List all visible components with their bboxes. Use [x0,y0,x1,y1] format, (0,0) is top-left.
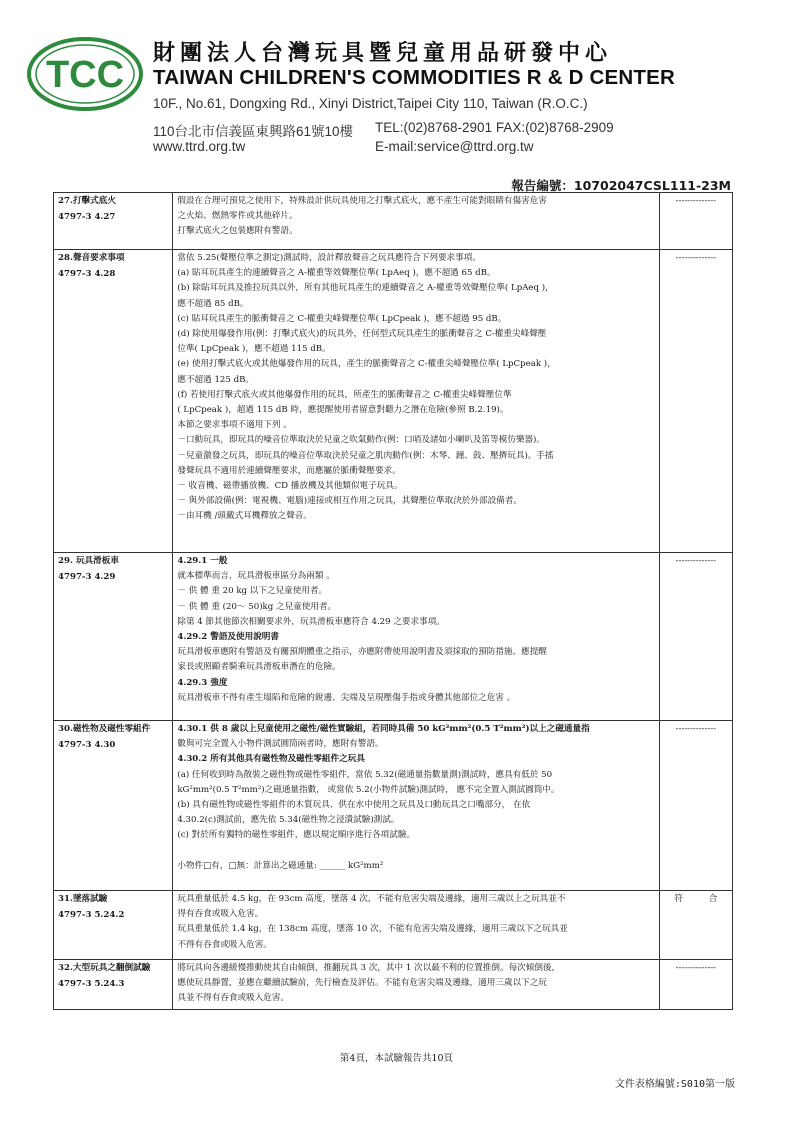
result-cell: -------------- [659,193,732,250]
requirement-line: －兒童激發之玩具，即玩具的噪音位準取決於兒童之肌肉動作(例：木琴、鐘、鼓、壓擠玩具)。手搖 [177,450,554,461]
test-items-table [53,192,733,1010]
table-row [54,193,733,250]
address-en: 10F., No.61, Dongxing Rd., Xinyi District,Taipei City 110, Taiwan (R.O.C.) [153,96,588,111]
requirement-line: 4.30.2 所有其他具有磁性物及磁性零組件之玩具 [177,754,365,765]
table-row [54,553,733,721]
item-title: 30.磁性物及磁性零組件 [58,724,151,734]
item-title: 29. 玩具滑板車 [58,556,119,566]
requirement-line: 4.29.3 強度 [177,677,228,688]
requirement-line: － 供 體 重 (20～ 50)kg 之兒童使用者。 [177,601,337,612]
item-cell [54,721,173,891]
table-row [54,250,733,553]
requirement-cell [173,960,659,1010]
requirement-line: 4.30.1 供 8 歲以上兒童使用之磁性/磁性實驗組，若同時具備 50 kG²mm²(0.5 T²mm²)以上之磁通量指 [177,724,590,734]
requirement-line: 具並不得有吞食或吸入危害。 [177,993,290,1004]
address-zh: 110台北市信義區東興路61號10樓 [153,124,354,139]
requirement-line: 玩具重量低於 4.5 kg，在 93cm 高度，墜落 4 次，不能有危害尖端及邊緣，適用三歲以上之玩具並不 [177,894,566,904]
requirement-line: 玩具滑板車應附有警語及有關預期體重之指示，亦應附帶使用說明書及須採取的預防措施。應提醒 [177,647,547,658]
result-cell: -------------- [659,960,732,1010]
requirement-line: 應不超過 85 dB。 [177,298,249,309]
requirement-line: (a) 任何收到時為散裝之磁性物或磁性零組件，當依 5.32(磁通量指數量測)測試時，應具有低於 50 [177,769,553,780]
requirement-line: － 與外部設備(例：電視機、電腦)連接或相互作用之玩具，其聲壓位準取決於外部設備者。 [177,496,522,507]
requirement-line: － 收音機、磁帶播放機、CD 播放機及其他類似電子玩具。 [177,481,403,492]
result-cell: -------------- [659,721,732,891]
requirement-line: 玩具滑板車不得有產生塌陷和危險的銳邊、尖端及呈現壓傷手指或身體其他部位之危害 。 [177,692,516,703]
logo-text: TCC [45,54,125,96]
requirement-line: 4.29.2 警語及使用說明書 [177,632,279,643]
result-cell: -------------- [659,553,732,721]
item-cell [54,553,173,721]
requirement-line: 發聲玩具不適用於連續聲壓要求，而應屬於脈衝聲壓要求。 [177,465,401,476]
requirement-line [177,844,654,859]
requirement-line: 就本標準而言，玩具滑板車區分為兩類 。 [177,571,335,582]
requirement-line: (e) 使用打擊式底火或其他爆發作用的玩具，產生的脈衝聲音之 C-權重尖峰聲壓位準( LpCpeak )， [177,359,556,370]
result-cell: -------------- [659,250,732,553]
item-standard: 4797-3 5.24.2 [58,910,125,921]
form-number: 文件表格編號:S010第一版 [614,1079,735,1090]
requirement-line: (b) 除貼耳玩具及推拉玩具以外，所有其他玩具產生的連續聲音之 A-權重等效聲壓位準( LpAeq )， [177,283,554,294]
item-cell [54,193,173,250]
item-cell [54,891,173,960]
item-standard: 4797-3 4.30 [58,740,116,751]
requirement-cell [173,721,659,891]
item-standard: 4797-3 4.27 [58,212,116,223]
requirement-line: － 供 體 重 20 kg 以下之兒童使用者。 [177,586,328,597]
requirement-line: 除第 4 節其他節次相關要求外，玩具滑板車應符合 4.29 之要求事項。 [177,616,445,627]
website-link[interactable]: www.ttrd.org.tw [153,139,246,154]
requirement-line: (a) 貼耳玩具產生的連續聲音之 A-權重等效聲壓位準( LpAeq )，應不超過 65 dB。 [177,268,496,279]
requirement-line: 4.29.1 一般 [177,556,228,566]
org-name-zh: 財團法人台灣玩具暨兒童用品研發中心 [153,40,613,66]
requirement-line: 本節之要求事項不適用下列 。 [177,420,292,431]
table-row [54,891,733,960]
table-row [54,960,733,1010]
table-row [54,721,733,891]
requirement-line: 得有吞食或吸入危害。 [177,909,264,920]
requirement-line: (d) 除使用爆發作用(例：打擊式底火)的玩具外，任何型式玩具產生的脈衝聲音之 C-權重尖峰聲壓 [177,329,547,340]
requirement-line: 假設在合理可預見之使用下，特殊設計供玩具使用之打擊式底火，應不產生可能對眼睛有傷害危害 [177,196,547,206]
requirement-line: 不得有吞食或吸入危害。 [177,939,272,950]
org-name-en: TAIWAN CHILDREN'S COMMODITIES R & D CENTER [153,66,675,89]
requirement-line: 4.30.2(c)測試前，應先依 5.34(磁性物之浸潰試驗)測試。 [177,815,400,826]
requirement-cell [173,891,659,960]
item-cell [54,960,173,1010]
requirement-line: 位準( LpCpeak )，應不超過 115 dB。 [177,344,331,355]
requirement-line: 之火焰、燃熱零件或其他碎片。 [177,211,298,222]
item-title: 31.墜落試驗 [58,894,108,904]
tel-fax: TEL:(02)8768-2901 FAX:(02)8768-2909 [375,120,614,135]
requirement-line: 家長或照顧者騎乘玩具滑板車潛在的危險。 [177,662,341,673]
page-number: 第4頁，本試驗報告共10頁 [339,1053,454,1064]
requirement-line: 當依 5.25(聲壓位準之測定)測試時，設計釋放聲音之玩具應符合下列要求事項。 [177,253,481,263]
requirement-line: 小物件□有，□無：計算出之磁通量: ______ kG²mm² [177,860,384,871]
report-number: 報告編號：10702047CSL111-23M [511,178,731,193]
requirement-line: 玩具重量低於 1.4 kg，在 138cm 高度，墜落 10 次，不能有危害尖端及邊緣，適用三歲以下之玩具並 [177,924,568,935]
requirement-cell [173,193,659,250]
result-cell: 符 合 [659,891,732,960]
requirement-line: 應不超過 125 dB。 [177,374,254,385]
email-link[interactable]: E-mail:service@ttrd.org.tw [375,139,534,154]
item-cell [54,250,173,553]
requirement-cell [173,553,659,721]
requirement-line: －由耳機 /頭戴式耳機釋放之聲音。 [177,511,312,522]
item-title: 32.大型玩具之翻倒試驗 [58,963,151,973]
requirement-line: (c) 對於所有獨特的磁性零組件，應以規定順序進行各項試驗。 [177,830,416,841]
requirement-line: －口動玩具，即玩具的噪音位準取決於兒童之吹氣動作(例：口哨及諸如小喇叭及笛等模仿樂器)。 [177,435,545,446]
requirement-line: kG²mm²(0.5 T²mm²)之磁通量指數， 或當依 5.2(小物件試驗)測試時， 應不完全置入測試圓筒中。 [177,784,560,795]
requirement-line: (c) 貼耳玩具產生的脈衝聲音之 C-權重尖峰聲壓位準( LpCpeak )，應不超過 95 dB。 [177,313,507,324]
requirement-cell [173,250,659,553]
item-standard: 4797-3 5.24.3 [58,979,125,990]
requirement-line: 應使玩具靜置，並應在繼續試驗前，先行檢查及評估。不能有危害尖端及邊緣，適用三歲以下之玩 [177,978,547,989]
requirement-line: (b) 具有磁性物或磁性零組件的木質玩具、供在水中使用之玩具及口動玩具之口嘴部分， 在依 [177,800,531,811]
item-standard: 4797-3 4.28 [58,269,116,280]
requirement-line: ( LpCpeak )，超過 115 dB 時，應提醒使用者留意對聽力之潛在危險(參照 B.2.19)。 [177,405,509,416]
item-title: 27.打擊式底火 [58,196,116,206]
item-title: 28.聲音要求事項 [58,253,125,263]
requirement-line: 將玩具向各邊緩慢推動使其自由傾倒，推翻玩具 3 次，其中 1 次以最不利的位置推倒。每次傾倒後， [177,963,561,973]
item-standard: 4797-3 4.29 [58,572,116,583]
requirement-line: 數與可完全置入小物件測試圓筒兩者時，應附有警語。 [177,739,384,750]
requirement-line: (f) 若使用打擊式底火或其他爆發作用的玩具，所產生的脈衝聲音之 C-權重尖峰聲壓位準 [177,389,512,400]
tcc-logo [26,36,144,112]
requirement-line: 打擊式底火之包裝應附有警語。 [177,226,298,237]
